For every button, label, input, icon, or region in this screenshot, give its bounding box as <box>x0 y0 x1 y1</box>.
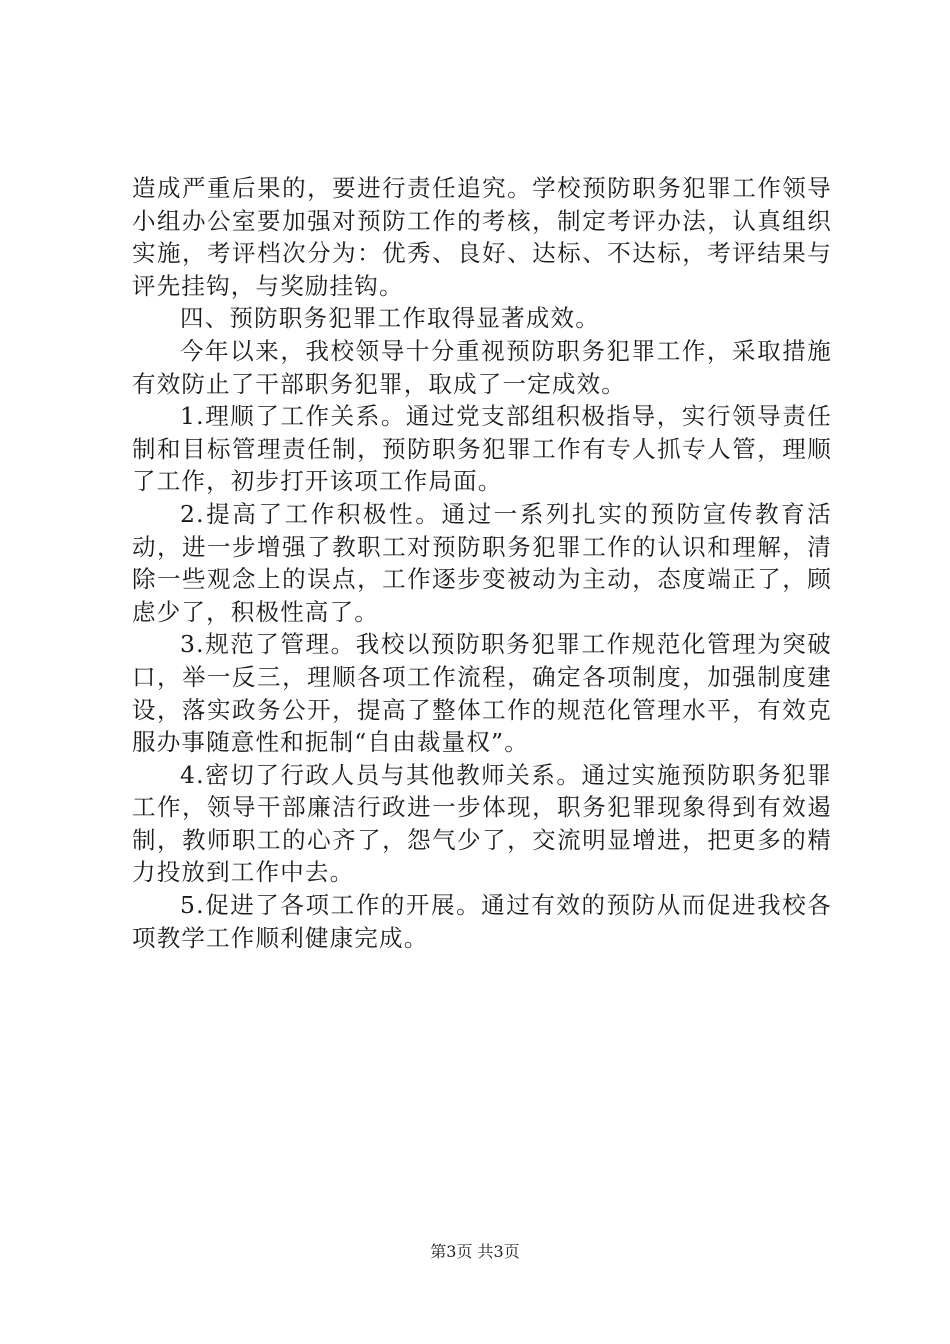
list-item-4: 4.密切了行政人员与其他教师关系。通过实施预防职务犯罪工作，领导干部廉洁行政进一步体现，职务犯罪现象得到有效遏制，教师职工的心齐了，怨气少了，交流明显增进，把更多的精力投放到工作中去。 <box>132 760 832 887</box>
page-number-footer: 第3页 共3页 <box>430 1242 520 1261</box>
paragraph-continuation: 造成严重后果的，要进行责任追究。学校预防职务犯罪工作领导小组办公室要加强对预防工作的考核，制定考评办法，认真组织实施，考评档次分为：优秀、良好、达标、不达标，考评结果与评先挂钩，与奖励挂钩。 <box>132 174 832 300</box>
list-item-3: 3.规范了管理。我校以预防职务犯罪工作规范化管理为突破口，举一反三，理顺各项工作流程，确定各项制度，加强制度建设，落实政务公开，提高了整体工作的规范化管理水平，有效克服办事随意性和扼制“自由裁量权”。 <box>132 630 832 757</box>
document-body <box>132 172 832 954</box>
list-item-5: 5.促进了各项工作的开展。通过有效的预防从而促进我校各项教学工作顺利健康完成。 <box>132 891 832 952</box>
list-item-2: 2.提高了工作积极性。通过一系列扎实的预防宣传教育活动，进一步增强了教职工对预防职务犯罪工作的认识和理解，清除一些观念上的误点，工作逐步变被动为主动，态度端正了，顾虑少了，积极性高了。 <box>132 499 832 626</box>
paragraph-intro: 今年以来，我校领导十分重视预防职务犯罪工作，采取措施有效防止了干部职务犯罪，取成了一定成效。 <box>132 336 832 398</box>
section-heading-four: 四、预防职务犯罪工作取得显著成效。 <box>180 304 600 333</box>
list-item-1: 1.理顺了工作关系。通过党支部组积极指导，实行领导责任制和目标管理责任制，预防职务犯罪工作有专人抓专人管，理顺了工作，初步打开该项工作局面。 <box>132 402 832 496</box>
